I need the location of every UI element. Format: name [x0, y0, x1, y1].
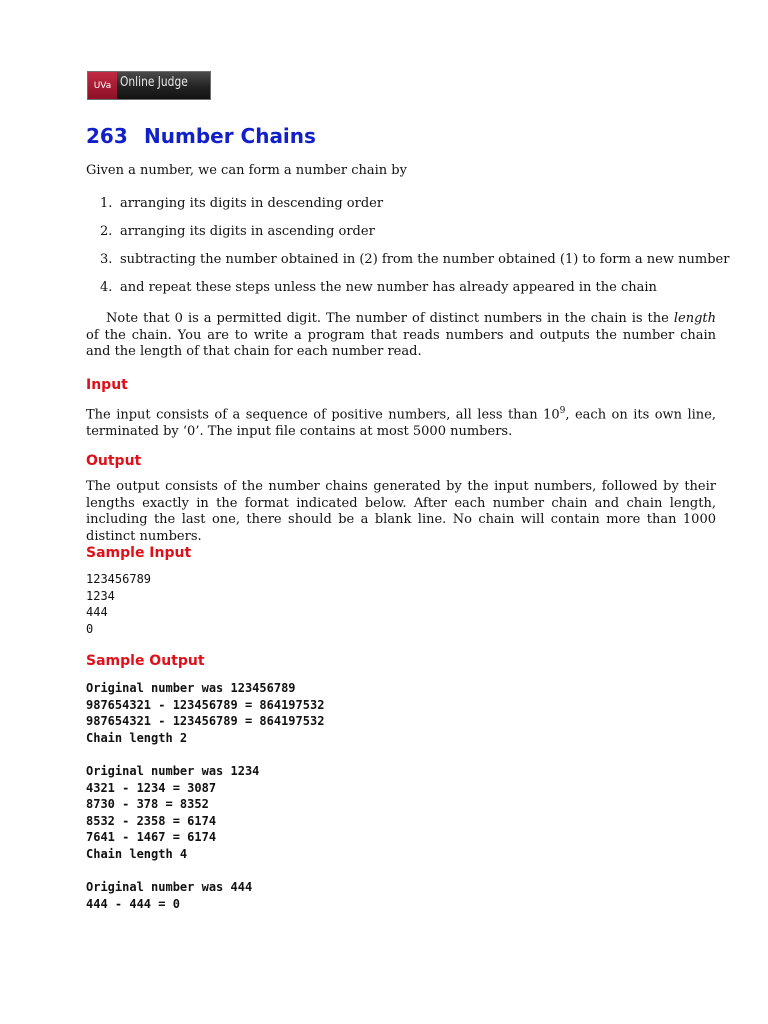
- list-item-text: subtracting the number obtained in (2) from the number obtained (1) to form a new number: [120, 252, 730, 267]
- logo-text: Online Judge: [120, 75, 188, 90]
- intro-paragraph: Given a number, we can form a number chain by: [86, 163, 407, 178]
- problem-number: 263: [86, 124, 128, 148]
- code-line: Chain length 2: [86, 730, 188, 745]
- input-text: The input consists of a sequence of positive numbers, all less than: [86, 407, 544, 423]
- input-heading: Input: [86, 377, 128, 393]
- code-line: 4321 - 1234 = 3087: [86, 780, 217, 795]
- uva-online-judge-logo: [87, 71, 211, 100]
- code-line: Original number was 444: [86, 880, 253, 895]
- list-item-number: 3.: [100, 252, 113, 267]
- input-limit-base: 10: [543, 407, 560, 423]
- code-line: Original number was 1234: [86, 763, 260, 778]
- sample-input-block: [86, 571, 151, 637]
- note-paragraph: [86, 311, 716, 361]
- output-paragraph: The output consists of the number chains generated by the input numbers, followed by their lengths exactly in the format indicated below. After each number chain and chain length, including the last one, there should be a blank line. No chain will contain more than 1000 distinct numbers.: [86, 479, 716, 544]
- uva-logo-mark: UVa: [88, 72, 117, 99]
- code-line: Chain length 4: [86, 846, 188, 861]
- list-item-text: arranging its digits in descending order: [120, 196, 384, 211]
- sample-output-heading: Sample Output: [86, 653, 205, 669]
- list-item-number: 4.: [100, 280, 113, 295]
- list-item-number: 2.: [100, 224, 113, 239]
- code-line: 8532 - 2358 = 6174: [86, 813, 217, 828]
- output-heading: Output: [86, 453, 142, 469]
- note-text: Note that 0 is a permitted digit. The number of distinct numbers in the chain is the: [106, 311, 674, 326]
- input-limit-exponent: 9: [559, 406, 566, 416]
- code-line: 444: [86, 605, 108, 620]
- note-text-end: of the chain. You are to write a program that reads numbers and outputs the number chain and the length of that chain for each number read.: [86, 327, 716, 360]
- code-line: [86, 863, 324, 880]
- code-line: 987654321 - 123456789 = 864197532: [86, 714, 325, 729]
- list-item-text: and repeat these steps unless the new number has already appeared in the chain: [120, 280, 657, 295]
- code-line: Original number was 123456789: [86, 681, 296, 695]
- steps-list: [100, 196, 729, 308]
- code-line: 123456789: [86, 572, 152, 586]
- problem-title: [86, 124, 316, 148]
- sample-input-heading: Sample Input: [86, 545, 192, 561]
- code-line: 987654321 - 123456789 = 864197532: [86, 697, 325, 712]
- code-line: 444 - 444 = 0: [86, 896, 180, 911]
- input-text-end: , each on its own line, terminated by ‘0’. The input file contains at most 5000 numbers.: [86, 407, 716, 439]
- list-item-number: 1.: [100, 196, 113, 211]
- note-emphasis: length: [673, 311, 716, 326]
- list-item: [100, 280, 729, 308]
- problem-name: Number Chains: [144, 124, 316, 148]
- list-item-text: arranging its digits in ascending order: [120, 224, 375, 239]
- code-line: 0: [86, 621, 94, 636]
- list-item: [100, 196, 729, 224]
- code-line: 7641 - 1467 = 6174: [86, 830, 217, 845]
- list-item: [100, 224, 729, 252]
- sample-output-block: [86, 680, 324, 912]
- input-paragraph: [86, 403, 716, 441]
- code-line: 1234: [86, 588, 115, 603]
- code-line: [86, 746, 324, 763]
- code-line: 8730 - 378 = 8352: [86, 797, 209, 812]
- list-item: [100, 252, 729, 280]
